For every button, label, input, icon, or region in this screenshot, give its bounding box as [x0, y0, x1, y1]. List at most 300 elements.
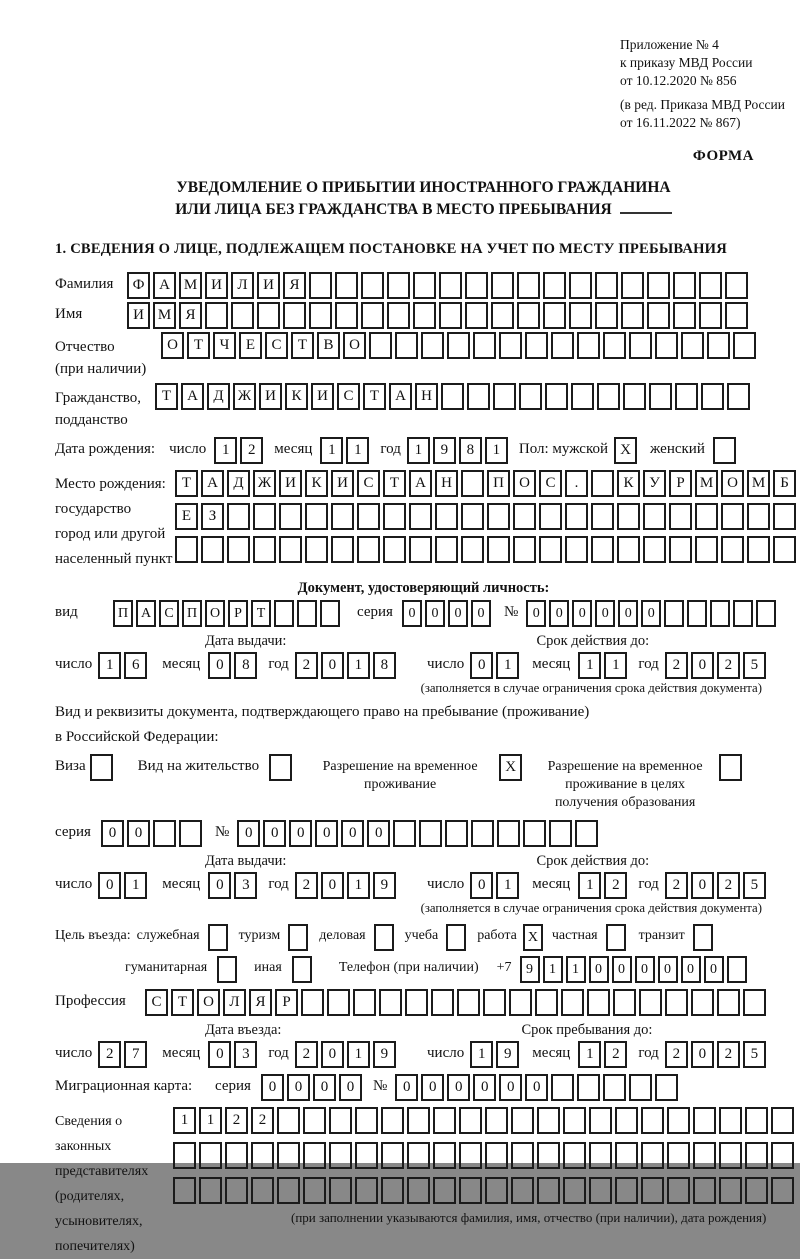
char-box[interactable]: [407, 1177, 430, 1204]
char-box[interactable]: [571, 383, 594, 410]
char-box[interactable]: 2: [295, 872, 318, 899]
char-box[interactable]: Н: [415, 383, 438, 410]
char-box[interactable]: [439, 302, 462, 329]
char-box[interactable]: 1: [407, 437, 430, 464]
char-box[interactable]: Н: [435, 470, 458, 497]
char-box[interactable]: [379, 989, 402, 1016]
char-box[interactable]: [577, 332, 600, 359]
char-box[interactable]: 0: [618, 600, 638, 627]
char-box[interactable]: [693, 924, 713, 951]
purpose-private-checkbox[interactable]: [606, 924, 629, 951]
char-box[interactable]: Д: [227, 470, 250, 497]
char-box[interactable]: [595, 302, 618, 329]
iddoc-issue-day[interactable]: [98, 652, 150, 679]
staydoc-valid-month[interactable]: [578, 872, 630, 899]
char-box[interactable]: [545, 383, 568, 410]
char-box[interactable]: [253, 536, 276, 563]
char-box[interactable]: П: [113, 600, 133, 627]
char-box[interactable]: [675, 383, 698, 410]
char-box[interactable]: 0: [526, 600, 546, 627]
iddoc-number-field[interactable]: [526, 600, 779, 627]
char-box[interactable]: [591, 503, 614, 530]
char-box[interactable]: [433, 1142, 456, 1169]
char-box[interactable]: 0: [315, 820, 338, 847]
char-box[interactable]: [701, 383, 724, 410]
char-box[interactable]: [725, 272, 748, 299]
char-box[interactable]: [513, 536, 536, 563]
char-box[interactable]: [407, 1107, 430, 1134]
char-box[interactable]: [353, 989, 376, 1016]
char-box[interactable]: 2: [717, 652, 740, 679]
char-box[interactable]: 0: [471, 600, 491, 627]
char-box[interactable]: [617, 503, 640, 530]
char-box[interactable]: [446, 924, 466, 951]
char-box[interactable]: [707, 332, 730, 359]
stay-year[interactable]: [665, 1041, 769, 1068]
char-box[interactable]: [621, 302, 644, 329]
char-box[interactable]: Д: [207, 383, 230, 410]
char-box[interactable]: 2: [665, 652, 688, 679]
char-box[interactable]: [695, 536, 718, 563]
migcard-number-field[interactable]: [395, 1074, 681, 1101]
char-box[interactable]: [487, 536, 510, 563]
char-box[interactable]: [381, 1177, 404, 1204]
char-box[interactable]: [179, 820, 202, 847]
char-box[interactable]: 0: [367, 820, 390, 847]
char-box[interactable]: [517, 302, 540, 329]
char-box[interactable]: [393, 820, 416, 847]
residence-permit-checkbox[interactable]: [269, 754, 295, 781]
char-box[interactable]: 0: [681, 956, 701, 983]
char-box[interactable]: 0: [208, 652, 231, 679]
char-box[interactable]: [431, 989, 454, 1016]
char-box[interactable]: [277, 1177, 300, 1204]
char-box[interactable]: 0: [261, 1074, 284, 1101]
char-box[interactable]: Т: [291, 332, 314, 359]
char-box[interactable]: [511, 1177, 534, 1204]
entry-year[interactable]: [295, 1041, 399, 1068]
entry-day[interactable]: [98, 1041, 150, 1068]
char-box[interactable]: [773, 503, 796, 530]
char-box[interactable]: 0: [208, 1041, 231, 1068]
iddoc-kind-field[interactable]: [113, 600, 343, 627]
char-box[interactable]: [747, 536, 770, 563]
char-box[interactable]: [589, 1177, 612, 1204]
char-box[interactable]: [551, 332, 574, 359]
char-box[interactable]: [465, 272, 488, 299]
staydoc-issue-day[interactable]: [98, 872, 150, 899]
char-box[interactable]: 0: [425, 600, 445, 627]
char-box[interactable]: 1: [496, 872, 519, 899]
char-box[interactable]: 5: [743, 1041, 766, 1068]
char-box[interactable]: [173, 1142, 196, 1169]
char-box[interactable]: У: [643, 470, 666, 497]
char-box[interactable]: [621, 272, 644, 299]
char-box[interactable]: 2: [717, 872, 740, 899]
char-box[interactable]: 0: [98, 872, 121, 899]
char-box[interactable]: 2: [98, 1041, 121, 1068]
char-box[interactable]: 1: [578, 1041, 601, 1068]
char-box[interactable]: [667, 1177, 690, 1204]
char-box[interactable]: Л: [231, 272, 254, 299]
char-box[interactable]: [305, 503, 328, 530]
staydoc-issue-year[interactable]: [295, 872, 399, 899]
char-box[interactable]: 0: [704, 956, 724, 983]
purpose-other-checkbox[interactable]: [292, 956, 315, 983]
char-box[interactable]: [201, 536, 224, 563]
char-box[interactable]: М: [747, 470, 770, 497]
char-box[interactable]: [473, 332, 496, 359]
char-box[interactable]: [595, 272, 618, 299]
char-box[interactable]: Б: [773, 470, 796, 497]
char-box[interactable]: [435, 536, 458, 563]
char-box[interactable]: [603, 1074, 626, 1101]
char-box[interactable]: Ж: [253, 470, 276, 497]
char-box[interactable]: 0: [263, 820, 286, 847]
char-box[interactable]: [603, 332, 626, 359]
char-box[interactable]: [269, 754, 292, 781]
char-box[interactable]: Т: [383, 470, 406, 497]
char-box[interactable]: [217, 956, 237, 983]
char-box[interactable]: [288, 924, 308, 951]
char-box[interactable]: [565, 536, 588, 563]
char-box[interactable]: [771, 1142, 794, 1169]
char-box[interactable]: [335, 272, 358, 299]
stay-day[interactable]: [470, 1041, 522, 1068]
char-box[interactable]: [225, 1142, 248, 1169]
char-box[interactable]: [695, 503, 718, 530]
char-box[interactable]: [587, 989, 610, 1016]
char-box[interactable]: X: [523, 924, 543, 951]
char-box[interactable]: [669, 503, 692, 530]
guardians-field-line2[interactable]: [173, 1142, 797, 1169]
char-box[interactable]: [305, 536, 328, 563]
char-box[interactable]: [413, 302, 436, 329]
char-box[interactable]: В: [317, 332, 340, 359]
char-box[interactable]: [629, 332, 652, 359]
char-box[interactable]: [499, 332, 522, 359]
char-box[interactable]: 0: [237, 820, 260, 847]
char-box[interactable]: [361, 302, 384, 329]
char-box[interactable]: Я: [283, 272, 306, 299]
char-box[interactable]: [615, 1107, 638, 1134]
char-box[interactable]: [485, 1107, 508, 1134]
char-box[interactable]: [719, 1107, 742, 1134]
char-box[interactable]: 0: [549, 600, 569, 627]
char-box[interactable]: [733, 332, 756, 359]
char-box[interactable]: [721, 503, 744, 530]
char-box[interactable]: [647, 302, 670, 329]
iddoc-issue-month[interactable]: [208, 652, 260, 679]
char-box[interactable]: [525, 332, 548, 359]
char-box[interactable]: 9: [496, 1041, 519, 1068]
char-box[interactable]: Т: [175, 470, 198, 497]
char-box[interactable]: [374, 924, 394, 951]
char-box[interactable]: Т: [187, 332, 210, 359]
char-box[interactable]: [487, 503, 510, 530]
char-box[interactable]: 5: [743, 652, 766, 679]
char-box[interactable]: [517, 272, 540, 299]
char-box[interactable]: 2: [717, 1041, 740, 1068]
char-box[interactable]: [717, 989, 740, 1016]
char-box[interactable]: [405, 989, 428, 1016]
char-box[interactable]: [497, 820, 520, 847]
char-box[interactable]: [655, 332, 678, 359]
char-box[interactable]: [673, 302, 696, 329]
char-box[interactable]: [539, 536, 562, 563]
char-box[interactable]: [725, 302, 748, 329]
char-box[interactable]: [231, 302, 254, 329]
char-box[interactable]: С: [145, 989, 168, 1016]
char-box[interactable]: [309, 272, 332, 299]
purpose-tourism-checkbox[interactable]: [288, 924, 311, 951]
citizenship-field[interactable]: [155, 383, 753, 410]
char-box[interactable]: [439, 272, 462, 299]
char-box[interactable]: О: [161, 332, 184, 359]
char-box[interactable]: [747, 503, 770, 530]
char-box[interactable]: 0: [470, 652, 493, 679]
char-box[interactable]: X: [499, 754, 522, 781]
char-box[interactable]: [329, 1142, 352, 1169]
char-box[interactable]: 1: [347, 872, 370, 899]
char-box[interactable]: 2: [225, 1107, 248, 1134]
char-box[interactable]: [303, 1107, 326, 1134]
char-box[interactable]: 0: [101, 820, 124, 847]
char-box[interactable]: [485, 1142, 508, 1169]
char-box[interactable]: [589, 1142, 612, 1169]
char-box[interactable]: [681, 332, 704, 359]
char-box[interactable]: [355, 1142, 378, 1169]
char-box[interactable]: [615, 1142, 638, 1169]
purpose-humanitarian-checkbox[interactable]: [217, 956, 240, 983]
char-box[interactable]: [597, 383, 620, 410]
char-box[interactable]: [355, 1177, 378, 1204]
char-box[interactable]: [277, 1142, 300, 1169]
char-box[interactable]: [483, 989, 506, 1016]
char-box[interactable]: [279, 536, 302, 563]
char-box[interactable]: 0: [339, 1074, 362, 1101]
char-box[interactable]: [208, 924, 228, 951]
staydoc-valid-year[interactable]: [665, 872, 769, 899]
birth-day-field[interactable]: [214, 437, 266, 464]
char-box[interactable]: С: [337, 383, 360, 410]
char-box[interactable]: [205, 302, 228, 329]
char-box[interactable]: К: [617, 470, 640, 497]
char-box[interactable]: [641, 1107, 664, 1134]
char-box[interactable]: [667, 1107, 690, 1134]
char-box[interactable]: Л: [223, 989, 246, 1016]
char-box[interactable]: [355, 1107, 378, 1134]
guardians-field-line3[interactable]: [173, 1177, 797, 1204]
char-box[interactable]: 0: [448, 600, 468, 627]
staydoc-issue-month[interactable]: [208, 872, 260, 899]
sex-male-checkbox[interactable]: [614, 437, 640, 464]
char-box[interactable]: [591, 536, 614, 563]
char-box[interactable]: 0: [499, 1074, 522, 1101]
char-box[interactable]: И: [257, 272, 280, 299]
char-box[interactable]: [551, 1074, 574, 1101]
char-box[interactable]: [745, 1142, 768, 1169]
char-box[interactable]: 1: [214, 437, 237, 464]
char-box[interactable]: 0: [208, 872, 231, 899]
firstname-field[interactable]: [127, 302, 751, 329]
char-box[interactable]: [537, 1177, 560, 1204]
char-box[interactable]: [615, 1177, 638, 1204]
iddoc-issue-year[interactable]: [295, 652, 399, 679]
char-box[interactable]: 2: [604, 1041, 627, 1068]
char-box[interactable]: [471, 820, 494, 847]
staydoc-series-field[interactable]: [101, 820, 205, 847]
char-box[interactable]: 0: [641, 600, 661, 627]
char-box[interactable]: [251, 1142, 274, 1169]
char-box[interactable]: 1: [346, 437, 369, 464]
patronymic-field[interactable]: [161, 332, 759, 359]
phone-field[interactable]: [520, 956, 750, 983]
char-box[interactable]: Т: [363, 383, 386, 410]
entry-month[interactable]: [208, 1041, 260, 1068]
char-box[interactable]: [357, 503, 380, 530]
char-box[interactable]: А: [389, 383, 412, 410]
char-box[interactable]: [563, 1177, 586, 1204]
char-box[interactable]: 8: [459, 437, 482, 464]
char-box[interactable]: [199, 1142, 222, 1169]
char-box[interactable]: 0: [321, 1041, 344, 1068]
char-box[interactable]: [461, 536, 484, 563]
char-box[interactable]: 0: [127, 820, 150, 847]
char-box[interactable]: [485, 1177, 508, 1204]
char-box[interactable]: 1: [578, 652, 601, 679]
char-box[interactable]: 2: [240, 437, 263, 464]
char-box[interactable]: 9: [373, 1041, 396, 1068]
char-box[interactable]: [225, 1177, 248, 1204]
char-box[interactable]: [457, 989, 480, 1016]
purpose-transit-checkbox[interactable]: [693, 924, 716, 951]
char-box[interactable]: А: [201, 470, 224, 497]
char-box[interactable]: [227, 536, 250, 563]
char-box[interactable]: .: [565, 470, 588, 497]
char-box[interactable]: [673, 272, 696, 299]
char-box[interactable]: [320, 600, 340, 627]
char-box[interactable]: 0: [341, 820, 364, 847]
char-box[interactable]: [563, 1142, 586, 1169]
char-box[interactable]: [664, 600, 684, 627]
char-box[interactable]: П: [487, 470, 510, 497]
char-box[interactable]: [491, 272, 514, 299]
char-box[interactable]: [413, 272, 436, 299]
char-box[interactable]: [699, 272, 722, 299]
char-box[interactable]: А: [136, 600, 156, 627]
char-box[interactable]: С: [357, 470, 380, 497]
char-box[interactable]: Р: [228, 600, 248, 627]
char-box[interactable]: [90, 754, 113, 781]
char-box[interactable]: [421, 332, 444, 359]
rvp-checkbox[interactable]: [499, 754, 525, 781]
birth-year-field[interactable]: [407, 437, 511, 464]
char-box[interactable]: К: [285, 383, 308, 410]
char-box[interactable]: [699, 302, 722, 329]
profession-field[interactable]: [145, 989, 769, 1016]
char-box[interactable]: [513, 503, 536, 530]
char-box[interactable]: 0: [287, 1074, 310, 1101]
char-box[interactable]: [693, 1177, 716, 1204]
char-box[interactable]: 8: [234, 652, 257, 679]
purpose-service-checkbox[interactable]: [208, 924, 231, 951]
char-box[interactable]: 0: [612, 956, 632, 983]
char-box[interactable]: [175, 536, 198, 563]
char-box[interactable]: А: [409, 470, 432, 497]
char-box[interactable]: [710, 600, 730, 627]
char-box[interactable]: 1: [485, 437, 508, 464]
char-box[interactable]: 0: [470, 872, 493, 899]
char-box[interactable]: 2: [295, 652, 318, 679]
char-box[interactable]: [465, 302, 488, 329]
char-box[interactable]: Т: [171, 989, 194, 1016]
char-box[interactable]: 9: [433, 437, 456, 464]
guardians-field-line1[interactable]: [173, 1107, 797, 1134]
char-box[interactable]: [733, 600, 753, 627]
char-box[interactable]: [575, 820, 598, 847]
birthplace-field-line1[interactable]: [175, 470, 799, 497]
purpose-business-checkbox[interactable]: [374, 924, 397, 951]
char-box[interactable]: С: [265, 332, 288, 359]
char-box[interactable]: 0: [691, 652, 714, 679]
char-box[interactable]: О: [205, 600, 225, 627]
char-box[interactable]: [461, 470, 484, 497]
char-box[interactable]: 1: [347, 652, 370, 679]
char-box[interactable]: [743, 989, 766, 1016]
char-box[interactable]: [539, 503, 562, 530]
char-box[interactable]: [277, 1107, 300, 1134]
char-box[interactable]: [292, 956, 312, 983]
char-box[interactable]: [251, 1177, 274, 1204]
char-box[interactable]: Р: [275, 989, 298, 1016]
char-box[interactable]: [665, 989, 688, 1016]
char-box[interactable]: [253, 503, 276, 530]
char-box[interactable]: [641, 1177, 664, 1204]
char-box[interactable]: 1: [347, 1041, 370, 1068]
char-box[interactable]: [331, 536, 354, 563]
char-box[interactable]: [727, 956, 747, 983]
char-box[interactable]: О: [721, 470, 744, 497]
char-box[interactable]: [491, 302, 514, 329]
char-box[interactable]: [519, 383, 542, 410]
char-box[interactable]: [331, 503, 354, 530]
char-box[interactable]: 0: [421, 1074, 444, 1101]
char-box[interactable]: [387, 302, 410, 329]
char-box[interactable]: [173, 1177, 196, 1204]
char-box[interactable]: [667, 1142, 690, 1169]
char-box[interactable]: [301, 989, 324, 1016]
char-box[interactable]: [419, 820, 442, 847]
char-box[interactable]: [641, 1142, 664, 1169]
char-box[interactable]: [433, 1177, 456, 1204]
char-box[interactable]: [543, 302, 566, 329]
char-box[interactable]: [691, 989, 714, 1016]
char-box[interactable]: [329, 1177, 352, 1204]
char-box[interactable]: 1: [543, 956, 563, 983]
char-box[interactable]: 0: [658, 956, 678, 983]
char-box[interactable]: [511, 1107, 534, 1134]
char-box[interactable]: [467, 383, 490, 410]
char-box[interactable]: [387, 272, 410, 299]
char-box[interactable]: [493, 383, 516, 410]
char-box[interactable]: [283, 302, 306, 329]
char-box[interactable]: И: [205, 272, 228, 299]
char-box[interactable]: С: [159, 600, 179, 627]
char-box[interactable]: [369, 332, 392, 359]
char-box[interactable]: 0: [589, 956, 609, 983]
char-box[interactable]: Р: [669, 470, 692, 497]
